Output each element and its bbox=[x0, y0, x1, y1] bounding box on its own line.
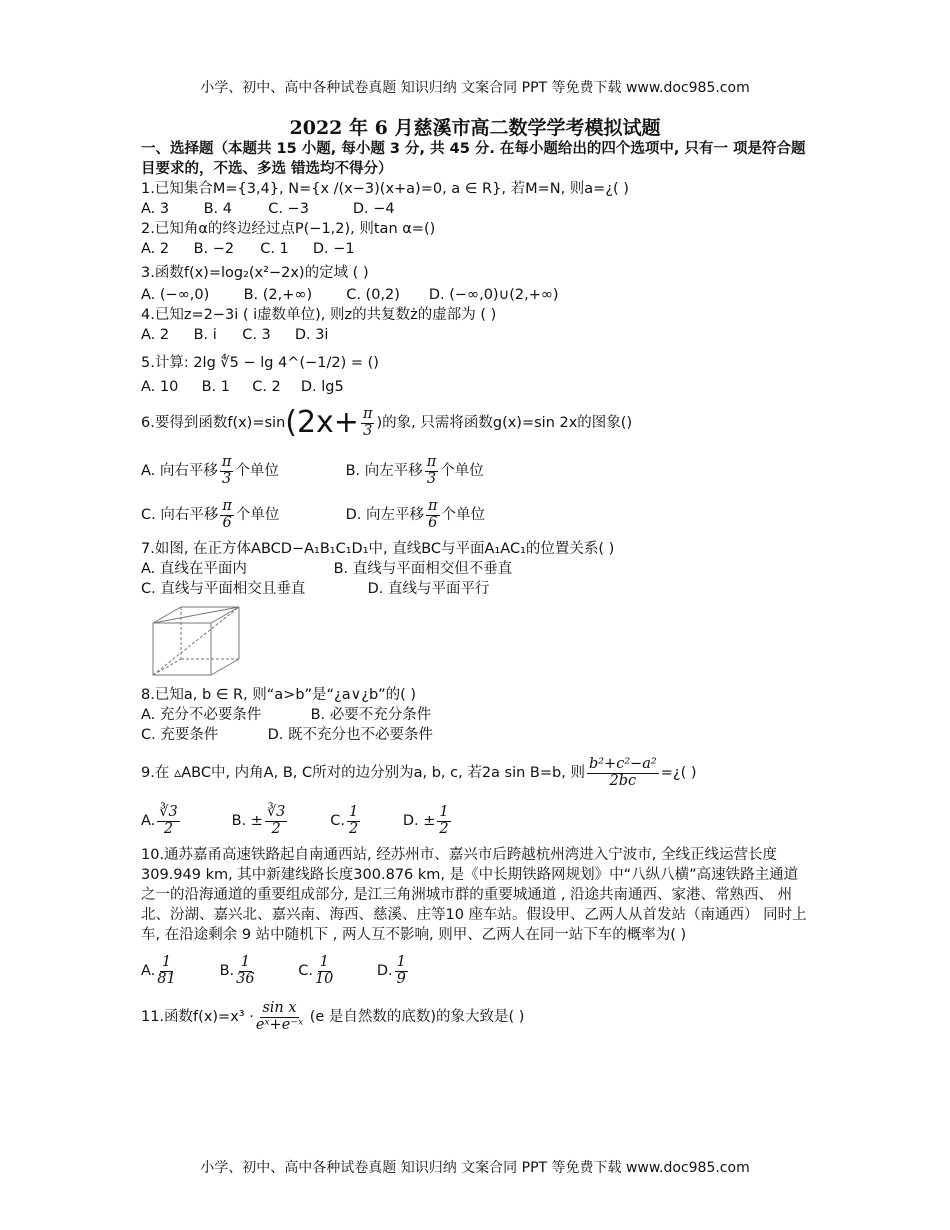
page-title: 2022 年 6 月慈溪市高二数学学考模拟试题 bbox=[289, 117, 661, 139]
options-8-row2 bbox=[141, 725, 811, 745]
options-9 bbox=[141, 799, 811, 843]
option-d: D. (−∞,0)∪(2,+∞) bbox=[428, 287, 559, 303]
option-b: B. 必要不充分条件 bbox=[310, 707, 432, 723]
option-a: A. 3 bbox=[141, 201, 170, 217]
question-9: 9.在 ▵ABC中, 内角A, B, C所对的边分别为a, b, c, 若2a sin B=b, 则 $\frac{\text{b²+c²−a²}}{2bc}$ =¿( ) bbox=[141, 755, 697, 789]
option-b: B. 向左平移 bbox=[345, 463, 423, 479]
section-heading: 一、选择题（本题共 15 小题, 每小题 3 分, 共 45 分. 在每小题给出的四个选项中, 只有一 项是符合题目要求的，不选、多选 错选均不得分） bbox=[141, 141, 806, 177]
option-b: B. −2 bbox=[193, 241, 235, 257]
exam-content bbox=[141, 139, 811, 1039]
option-b: B. 1 bbox=[201, 379, 231, 395]
option-a: A. 2 bbox=[141, 327, 170, 343]
question-5: 5.计算: 2lg ∜5 − lg 4^(−1/2) = () bbox=[141, 355, 379, 371]
question-11: 11.函数f(x)=x³ · $\frac{\text{sin x}}{\text{eˣ+e⁻ˣ}}$ (e 是自然数的底数)的象大致是( ) bbox=[141, 999, 525, 1033]
option-d: D. ± bbox=[402, 813, 436, 829]
option-c: C. 充要条件 bbox=[141, 727, 219, 743]
fraction: $\frac{\pi}{6}$ bbox=[222, 497, 232, 531]
question-10: 10.通苏嘉甬高速铁路起自南通西站, 经苏州市、嘉兴市后跨越杭州湾进入宁波市, 全线正线运营长度309.949 km, 其中新建线路长度300.876 km, 是《中长期铁路网规划》中“八纵八横”高速铁路主通道之一的沿海通道的重要组成部分, 是江三角洲城市群的重要城通道 , 沿途共南通西、家港、常熟西、 州北、汾湖、嘉兴北、嘉兴南、海西、慈溪、庄等10 座车站。假设甲、乙两人从首发站（南通西） 同时上车, 在沿途剩余 9 站中随机下 , 两人互不影响, 则甲、乙两人在同一站下车的概率为( ) bbox=[141, 847, 807, 943]
fraction: $\frac{1}{81}$ bbox=[157, 953, 176, 987]
options-10 bbox=[141, 949, 811, 993]
fraction: $\frac{1}{36}$ bbox=[236, 953, 255, 987]
option-d: D. bbox=[376, 963, 393, 979]
option-b: B. i bbox=[193, 327, 217, 343]
options-7-row1 bbox=[141, 559, 811, 579]
fraction: $\frac{1}{2}$ bbox=[348, 803, 359, 837]
page-footer: 小学、初中、高中各种试卷真题 知识归纳 文案合同 PPT 等免费下载 www.doc985.com bbox=[200, 1160, 750, 1176]
options-6-row2: C. 向右平移 $\frac{\pi}{6}$ 个单位 D. 向左平移 $\frac{\pi}{6}$ 个单位 bbox=[141, 497, 486, 531]
cube-figure bbox=[145, 603, 241, 681]
option-d: D. 直线与平面平行 bbox=[367, 581, 490, 597]
question-1: 1.已知集合M={3,4}, N={x /(x−3)(x+a)=0, a ∈ R}, 若M=N, 则a=¿( ) bbox=[141, 181, 629, 197]
fraction: $\frac{1}{9}$ bbox=[396, 953, 406, 987]
options-5 bbox=[141, 377, 811, 397]
fraction: $\frac{∛3}{2}$ bbox=[159, 803, 178, 837]
options-1 bbox=[141, 199, 811, 219]
option-c: C. bbox=[298, 963, 313, 979]
option-b: B. ± bbox=[231, 813, 263, 829]
option-b: B. 4 bbox=[203, 201, 233, 217]
page-header: 小学、初中、高中各种试卷真题 知识归纳 文案合同 PPT 等免费下载 www.doc985.com bbox=[200, 80, 750, 96]
fraction: $\frac{\pi}{3}$ bbox=[362, 405, 373, 439]
option-c: C. bbox=[330, 813, 345, 829]
option-d: D. 既不充分也不必要条件 bbox=[267, 727, 433, 743]
option-c: C. 3 bbox=[242, 327, 271, 343]
options-3 bbox=[141, 285, 811, 305]
option-a: A. (−∞,0) bbox=[141, 287, 210, 303]
fraction: $\frac{\pi}{3}$ bbox=[426, 453, 437, 487]
option-c: C. −3 bbox=[268, 201, 309, 217]
option-d: D. −4 bbox=[352, 201, 395, 217]
fraction: $\frac{\pi}{6}$ bbox=[428, 497, 438, 531]
option-c: C. 2 bbox=[252, 379, 281, 395]
fraction: $\frac{1}{10}$ bbox=[314, 953, 334, 987]
option-c: C. 向右平移 bbox=[141, 507, 219, 523]
option-a: A. 2 bbox=[141, 241, 170, 257]
option-a: A. 直线在平面内 bbox=[141, 561, 247, 577]
option-a: A. bbox=[141, 813, 156, 829]
option-a: A. 向右平移 bbox=[141, 463, 218, 479]
option-a: A. 充分不必要条件 bbox=[141, 707, 262, 723]
option-c: C. 直线与平面相交且垂直 bbox=[141, 581, 306, 597]
options-8-row1 bbox=[141, 705, 811, 725]
option-b: B. (2,+∞) bbox=[243, 287, 313, 303]
options-2 bbox=[141, 239, 811, 259]
fraction: $\frac{\text{b²+c²−a²}}{2bc}$ bbox=[588, 755, 657, 789]
question-8: 8.已知a, b ∈ R, 则“a>b”是“¿a∨¿b”的( ) bbox=[141, 687, 417, 703]
options-6-row1: A. 向右平移 $\frac{\pi}{3}$ 个单位 B. 向左平移 $\frac{\pi}{3}$ 个单位 bbox=[141, 453, 484, 487]
option-d: D. lg5 bbox=[300, 379, 344, 395]
option-c: C. 1 bbox=[260, 241, 289, 257]
option-b: B. bbox=[219, 963, 235, 979]
fraction: $\frac{\text{sin x}}{\text{eˣ+e⁻ˣ}}$ bbox=[255, 999, 304, 1033]
question-7: 7.如图, 在正方体ABCD−A₁B₁C₁D₁中, 直线BC与平面A₁AC₁的位置关系( ) bbox=[141, 541, 615, 557]
question-2: 2.已知角α的终边经过点P(−1,2), 则tan α=() bbox=[141, 221, 436, 237]
fraction: $\frac{\pi}{3}$ bbox=[221, 453, 232, 487]
option-b: B. 直线与平面相交但不垂直 bbox=[333, 561, 513, 577]
fraction: $\frac{1}{2}$ bbox=[439, 803, 449, 837]
option-d: D. 向左平移 bbox=[345, 507, 424, 523]
options-7-row2 bbox=[141, 579, 811, 599]
question-6: 6.要得到函数f(x)=sin(2x+ $\frac{\pi}{3}$ )的象, 只需将函数g(x)=sin 2x的图象() bbox=[141, 405, 633, 440]
fraction: $\frac{∛3}{2}$ bbox=[266, 803, 286, 837]
question-3: 3.函数f(x)=log₂(x²−2x)的定域 ( ) bbox=[141, 265, 369, 281]
option-d: D. −1 bbox=[312, 241, 355, 257]
option-a: A. 10 bbox=[141, 379, 179, 395]
question-4: 4.已知z=2−3i ( i虚数单位), 则z的共复数ż的虚部为 ( ) bbox=[141, 307, 497, 323]
options-4 bbox=[141, 325, 811, 345]
option-a: A. bbox=[141, 963, 156, 979]
option-d: D. 3i bbox=[294, 327, 329, 343]
option-c: C. (0,2) bbox=[346, 287, 400, 303]
